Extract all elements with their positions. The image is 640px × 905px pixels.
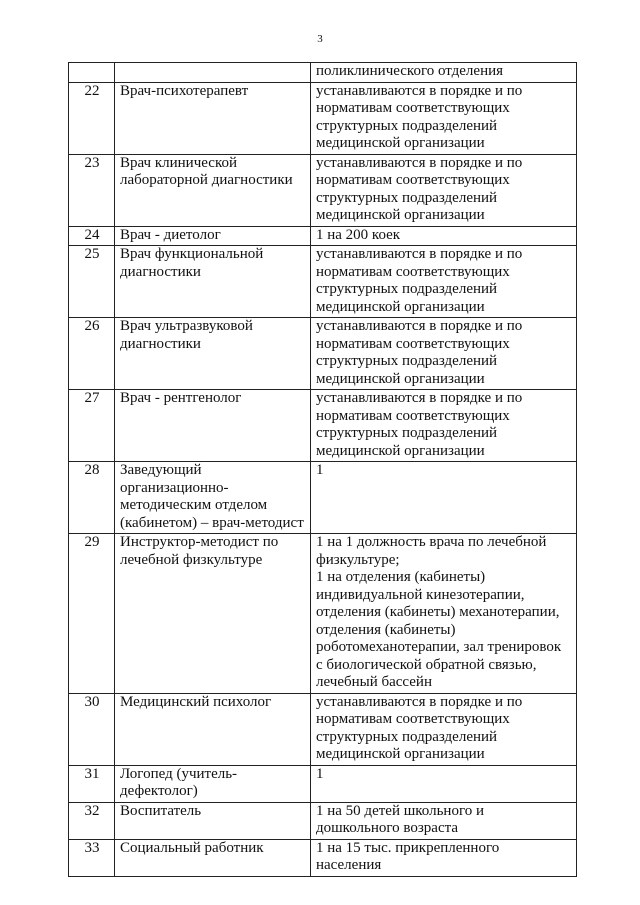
norm-cell: устанавливаются в порядке и по нормативам соответствующих структурных подразделений медицинской организации <box>311 82 577 154</box>
table-row <box>69 318 577 390</box>
table-row <box>69 246 577 318</box>
table-row <box>69 693 577 765</box>
table-row <box>69 63 577 83</box>
norm-cell: 1 на 50 детей школьного и дошкольного возраста <box>311 802 577 839</box>
table-row <box>69 839 577 876</box>
page-number: 3 <box>317 33 323 45</box>
row-number-cell: 27 <box>69 390 115 462</box>
position-cell: Инструктор-методист по лечебной физкультуре <box>115 534 311 694</box>
table-row <box>69 154 577 226</box>
row-number-cell: 23 <box>69 154 115 226</box>
row-number-cell: 25 <box>69 246 115 318</box>
row-number-cell: 22 <box>69 82 115 154</box>
norm-cell: устанавливаются в порядке и по нормативам соответствующих структурных подразделений медицинской организации <box>311 154 577 226</box>
row-number-cell: 30 <box>69 693 115 765</box>
norm-cell: устанавливаются в порядке и по нормативам соответствующих структурных подразделений медицинской организации <box>311 318 577 390</box>
norm-cell: устанавливаются в порядке и по нормативам соответствующих структурных подразделений медицинской организации <box>311 390 577 462</box>
row-number-cell <box>69 63 115 83</box>
position-cell: Врач-психотерапевт <box>115 82 311 154</box>
row-number-cell: 32 <box>69 802 115 839</box>
row-number-cell: 26 <box>69 318 115 390</box>
table-row <box>69 765 577 802</box>
position-cell: Воспитатель <box>115 802 311 839</box>
position-cell: Врач - рентгенолог <box>115 390 311 462</box>
position-cell: Врач клинической лабораторной диагностики <box>115 154 311 226</box>
norm-cell: 1 на 15 тыс. прикрепленного населения <box>311 839 577 876</box>
norm-cell: 1 <box>311 462 577 534</box>
table-row <box>69 226 577 246</box>
row-number-cell: 31 <box>69 765 115 802</box>
position-cell: Врач ультразвуковой диагностики <box>115 318 311 390</box>
position-cell: Социальный работник <box>115 839 311 876</box>
norm-cell: 1 на 200 коек <box>311 226 577 246</box>
position-cell: Врач - диетолог <box>115 226 311 246</box>
staffing-table-body <box>69 63 577 877</box>
norm-cell: 1 на 1 должность врача по лечебной физкультуре; 1 на отделения (кабинеты) индивидуальной кинезотерапии, отделения (кабинеты) механотерапии, отделения (кабинеты) роботомеханотерапии, зал тренировок с биологической обратной связью, лечебный бассейн <box>311 534 577 694</box>
norm-cell: поликлинического отделения <box>311 63 577 83</box>
staffing-table <box>68 62 577 877</box>
row-number-cell: 24 <box>69 226 115 246</box>
position-cell: Медицинский психолог <box>115 693 311 765</box>
position-cell: Заведующий организационно- методическим отделом (кабинетом) – врач-методист <box>115 462 311 534</box>
row-number-cell: 28 <box>69 462 115 534</box>
norm-cell: устанавливаются в порядке и по нормативам соответствующих структурных подразделений медицинской организации <box>311 246 577 318</box>
table-row <box>69 462 577 534</box>
norm-cell: 1 <box>311 765 577 802</box>
position-cell: Врач функциональной диагностики <box>115 246 311 318</box>
table-row <box>69 534 577 694</box>
table-row <box>69 802 577 839</box>
norm-cell: устанавливаются в порядке и по нормативам соответствующих структурных подразделений медицинской организации <box>311 693 577 765</box>
position-cell <box>115 63 311 83</box>
table-row <box>69 82 577 154</box>
row-number-cell: 33 <box>69 839 115 876</box>
row-number-cell: 29 <box>69 534 115 694</box>
position-cell: Логопед (учитель- дефектолог) <box>115 765 311 802</box>
table-row <box>69 390 577 462</box>
